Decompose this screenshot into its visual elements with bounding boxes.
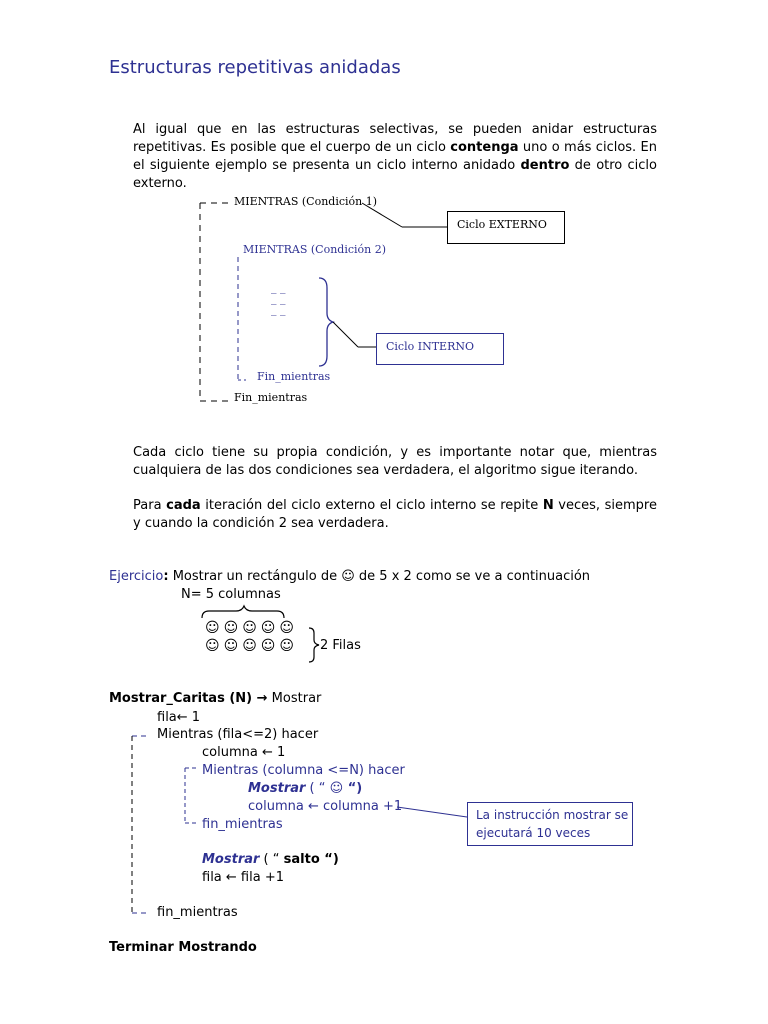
outer-while: Mientras (fila<=2) hacer xyxy=(157,727,319,742)
para3-text-2: iteración del ciclo externo el ciclo interno se repite xyxy=(200,498,543,513)
para3-text-3: veces, siempre y cuando la condición 2 sea verdadera. xyxy=(133,498,657,531)
intro-text-2: uno o más ciclos. En el siguiente ejemplo se presenta un ciclo interno anidado xyxy=(133,140,658,173)
note-line-1: La instrucción mostrar se xyxy=(476,808,629,822)
inner-loop-label: Ciclo INTERNO xyxy=(386,340,474,353)
inner-end: fin_mientras xyxy=(202,817,283,832)
body-line-3: _ _ xyxy=(271,303,286,316)
inner-loop-start: MIENTRAS (Condición 2) xyxy=(243,243,387,256)
exercise-text-b: de 5 x 2 como se ve a continuación xyxy=(354,569,591,584)
col-init-value: ← 1 xyxy=(261,745,286,760)
show2-close: “) xyxy=(319,852,339,867)
note-line-2: ejecutará 10 veces xyxy=(476,826,591,840)
body-line-1: _ _ xyxy=(271,281,286,294)
col-increment xyxy=(248,799,402,814)
col-inc-expr: ← columna +1 xyxy=(307,799,403,814)
col-init-var: columna xyxy=(202,745,262,760)
algorithm-header-name: Mostrar_Caritas (N) xyxy=(109,691,257,706)
exercise-statement xyxy=(109,569,590,584)
algorithm-end xyxy=(109,940,257,955)
iteration-paragraph xyxy=(133,497,657,533)
col-init xyxy=(202,745,285,760)
algorithm-end-text: Terminar Mostrando xyxy=(109,940,257,955)
show-face-line xyxy=(248,781,362,796)
para3-text-1: Para xyxy=(133,498,167,513)
show-salto-line xyxy=(202,852,339,867)
exercise-label: Ejercicio xyxy=(109,569,164,584)
fila-increment xyxy=(202,870,284,885)
smiley-icon: ☺ xyxy=(329,781,344,796)
intro-text-1: Al igual que en las estructuras selectivas, se pueden anidar estructuras repetitivas. Es posible que el cuerpo de un ciclo xyxy=(133,122,657,155)
exercise-text-a: Mostrar un rectángulo de xyxy=(168,569,342,584)
outer-loop-label: Ciclo EXTERNO xyxy=(457,218,547,231)
condition-paragraph: Cada ciclo tiene su propia condición, y es importante notar que, mientras cualquiera de las dos condiciones sea verdadera, el algoritmo sigue iterando. xyxy=(133,445,657,478)
execution-note-box xyxy=(467,802,633,846)
intro-bold-2: dentro xyxy=(520,158,570,173)
algorithm-header xyxy=(109,691,321,706)
columns-brace xyxy=(202,606,284,618)
smiley-icon: ☺ xyxy=(341,569,355,584)
inner-loop-end: Fin_mientras xyxy=(257,370,331,383)
outer-loop-label-box xyxy=(447,211,565,244)
page-title: Estructuras repetitivas anidadas xyxy=(109,57,401,78)
exercise-colon: : xyxy=(163,569,169,584)
body-line-2: _ _ xyxy=(271,292,286,305)
algorithm-header-return: Mostrar xyxy=(267,691,322,706)
outer-loop-start: MIENTRAS (Condición 1) xyxy=(234,195,378,208)
inner-while: Mientras (columna <=N) hacer xyxy=(202,763,405,778)
rows-label: 2 Filas xyxy=(320,638,361,653)
intro-text-3: de otro ciclo externo. xyxy=(133,158,657,191)
para3-bold-2: N xyxy=(542,498,554,513)
fila-init-value: ← 1 xyxy=(176,710,201,725)
fila-inc-expr: ← fila +1 xyxy=(225,870,284,885)
col-inc-var: columna xyxy=(248,799,308,814)
inner-loop-body xyxy=(271,282,286,315)
right-arrow-icon: → xyxy=(256,691,268,706)
show-args-open: ( “ xyxy=(305,781,330,796)
inner-label-connector xyxy=(333,322,358,347)
show2-salto: salto xyxy=(283,852,320,867)
show2-keyword: Mostrar xyxy=(202,852,260,867)
para3-bold-1: cada xyxy=(166,498,201,513)
smiley-row-1: ☺☺☺☺☺ xyxy=(205,620,298,636)
fila-init-var: fila xyxy=(157,710,177,725)
show2-open: ( “ xyxy=(259,852,284,867)
note-connector xyxy=(397,807,467,817)
outer-end: fin_mientras xyxy=(157,905,238,920)
smiley-row-2: ☺☺☺☺☺ xyxy=(205,638,298,654)
inner-loop-label-box xyxy=(376,333,504,365)
outer-loop-end: Fin_mientras xyxy=(234,391,308,404)
rows-brace xyxy=(309,628,319,662)
show-args-close: “) xyxy=(343,781,363,796)
inner-body-brace xyxy=(319,278,333,366)
intro-bold-1: contenga xyxy=(450,140,519,155)
columns-label: N= 5 columnas xyxy=(181,587,281,602)
fila-init xyxy=(157,710,200,725)
show-keyword: Mostrar xyxy=(248,781,306,796)
fila-inc-var: fila xyxy=(202,870,226,885)
